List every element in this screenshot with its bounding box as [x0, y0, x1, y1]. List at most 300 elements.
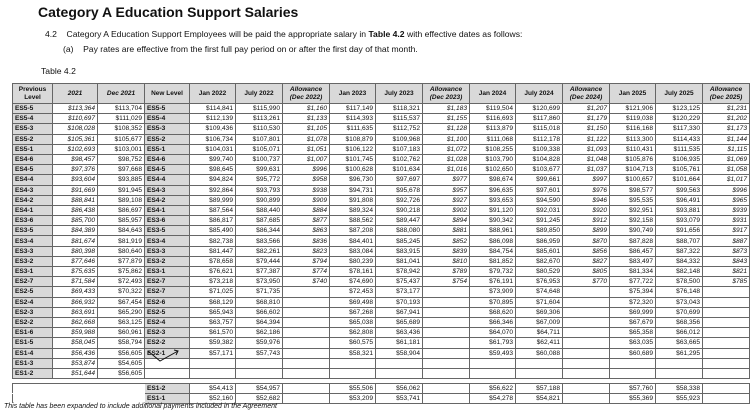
table-cell: $76,621	[190, 267, 236, 277]
table-cell: $57,171	[190, 348, 236, 358]
table-cell: $105,071	[236, 144, 283, 154]
table-cell: $108,352	[98, 124, 145, 134]
table-cell: $93,604	[53, 175, 98, 185]
table-cell: $123,125	[656, 104, 703, 114]
table-cell: $52,160	[190, 394, 236, 404]
table-cell: $86,697	[98, 205, 145, 215]
table-row	[13, 226, 750, 236]
sub-clause-paragraph	[63, 44, 418, 54]
table-cell: $73,177	[376, 287, 423, 297]
table-cell: $83,915	[376, 246, 423, 256]
clause-paragraph	[45, 29, 522, 39]
table-cell: $86,438	[53, 205, 98, 215]
table-cell: $117,149	[330, 104, 376, 114]
table-cell: $91,245	[516, 216, 563, 226]
table-cell: $92,031	[516, 205, 563, 215]
column-header: Allowance (Dec 2024)	[563, 84, 610, 104]
table-cell: $63,125	[98, 317, 145, 327]
table-cell: $66,012	[656, 328, 703, 338]
clause-text-pre: Category A Education Support Employees will be paid the appropriate salary in	[66, 29, 367, 39]
table-cell: $82,261	[236, 246, 283, 256]
table-cell: $56,062	[376, 384, 423, 394]
table-cell: $810	[423, 256, 470, 266]
table-cell: $55,506	[330, 384, 376, 394]
table-cell: $88,440	[236, 205, 283, 215]
table-cell: $1,207	[563, 104, 610, 114]
table-cell: ES5-2	[145, 134, 190, 144]
table-row	[13, 195, 750, 205]
sub-clause-text: Pay rates are effective from the first full pay period on or after the first day of that month.	[83, 44, 418, 54]
table-cell: $75,437	[376, 277, 423, 287]
table-cell: $54,278	[470, 394, 516, 404]
table-cell: ES4-1	[13, 205, 53, 215]
table-cell: $120,229	[656, 114, 703, 124]
table-cell: $87,208	[330, 226, 376, 236]
table-cell	[423, 394, 470, 404]
table-cell: ES2-5	[13, 287, 53, 297]
table-cell: ES2-6	[145, 297, 190, 307]
table-cell: $89,999	[190, 195, 236, 205]
column-header: July 2022	[236, 84, 283, 104]
table-cell: ES5-1	[145, 144, 190, 154]
table-cell: $65,943	[190, 307, 236, 317]
table-cell: $66,346	[470, 317, 516, 327]
table-cell: $102,650	[470, 165, 516, 175]
table-cell: $1,179	[563, 114, 610, 124]
table-cell: $1,028	[423, 154, 470, 164]
column-header: Jan 2025	[610, 84, 656, 104]
table-cell: $88,080	[376, 226, 423, 236]
table-cell: $99,740	[190, 154, 236, 164]
table-cell: $66,932	[53, 297, 98, 307]
table-cell	[563, 394, 610, 404]
table-cell: $71,604	[516, 297, 563, 307]
table-cell: $69,306	[516, 307, 563, 317]
table-cell: $80,529	[516, 267, 563, 277]
table-cell: $1,133	[283, 114, 330, 124]
table-cell: $116,693	[470, 114, 516, 124]
column-header: 2021	[53, 84, 98, 104]
table-cell	[563, 384, 610, 394]
table-cell: $69,999	[610, 307, 656, 317]
table-cell: $79,444	[236, 256, 283, 266]
table-cell: $90,749	[610, 226, 656, 236]
table-row	[13, 358, 750, 368]
table-cell: $109,338	[516, 144, 563, 154]
table-cell: $55,923	[656, 394, 703, 404]
table-cell: $59,988	[53, 328, 98, 338]
table-cell	[236, 358, 283, 368]
table-cell: ES2-4	[145, 317, 190, 327]
table-cell	[283, 394, 330, 404]
table-cell: $1,100	[423, 134, 470, 144]
table-cell: $1,128	[423, 124, 470, 134]
table-cell: $119,504	[470, 104, 516, 114]
table-cell: $86,457	[610, 246, 656, 256]
table-cell: $92,158	[610, 216, 656, 226]
table-cell	[283, 287, 330, 297]
table-cell: $86,817	[190, 216, 236, 226]
table-cell: $101,664	[656, 175, 703, 185]
table-cell: $78,942	[376, 267, 423, 277]
column-header: Dec 2021	[98, 84, 145, 104]
table-cell: $100,628	[330, 165, 376, 175]
table-cell: $106,935	[656, 154, 703, 164]
salary-table	[12, 83, 750, 404]
table-row	[13, 154, 750, 164]
table-cell: $60,689	[610, 348, 656, 358]
table-cell	[423, 358, 470, 368]
table-row	[13, 165, 750, 175]
table-cell: $917	[703, 226, 750, 236]
table-cell: $89,108	[98, 195, 145, 205]
table-cell: $56,622	[470, 384, 516, 394]
table-cell	[423, 317, 470, 327]
table-cell: $63,436	[376, 328, 423, 338]
table-cell	[563, 307, 610, 317]
table-cell: ES2-1	[145, 348, 190, 358]
table-cell: $91,808	[330, 195, 376, 205]
table-cell	[423, 384, 470, 394]
column-header: New Level	[145, 84, 190, 104]
table-cell: $87,828	[610, 236, 656, 246]
table-cell	[283, 358, 330, 368]
table-cell: $79,732	[470, 267, 516, 277]
table-cell: $75,394	[610, 287, 656, 297]
table-cell: $63,035	[610, 338, 656, 348]
table-cell: $113,300	[610, 134, 656, 144]
table-cell: $53,209	[330, 394, 376, 404]
table-cell: $59,976	[236, 338, 283, 348]
table-cell	[563, 287, 610, 297]
column-header: July 2023	[376, 84, 423, 104]
column-header: Previous Level	[13, 84, 53, 104]
table-cell: $88,961	[470, 226, 516, 236]
table-cell: $82,738	[190, 236, 236, 246]
table-cell: $99,563	[656, 185, 703, 195]
table-cell: $61,570	[190, 328, 236, 338]
table-cell: $81,334	[610, 267, 656, 277]
table-cell: $69,433	[53, 287, 98, 297]
table-row	[13, 144, 750, 154]
column-header: Jan 2023	[330, 84, 376, 104]
table-cell: $1,017	[703, 175, 750, 185]
table-row	[13, 114, 750, 124]
table-cell: $93,079	[656, 216, 703, 226]
table-cell	[423, 328, 470, 338]
table-header-row	[13, 84, 750, 104]
table-cell: ES5-4	[13, 114, 53, 124]
table-cell: $92,726	[376, 195, 423, 205]
table-cell: $73,909	[470, 287, 516, 297]
table-cell	[330, 358, 376, 368]
table-cell: $85,601	[516, 246, 563, 256]
table-cell: ES5-3	[13, 124, 53, 134]
table-cell: ES1-6	[13, 328, 53, 338]
table-cell: $61,793	[470, 338, 516, 348]
table-cell: $100,737	[236, 154, 283, 164]
table-cell: $87,322	[656, 246, 703, 256]
table-cell: $1,160	[283, 104, 330, 114]
table-cell: ES1-1	[145, 394, 190, 404]
table-cell: ES3-1	[13, 267, 53, 277]
table-cell: ES3-5	[13, 226, 53, 236]
table-cell	[563, 348, 610, 358]
table-cell	[145, 368, 190, 378]
table-row	[13, 307, 750, 317]
table-cell: $98,674	[470, 175, 516, 185]
table-cell: $1,093	[563, 144, 610, 154]
clause-table-ref: Table 4.2	[368, 29, 405, 39]
table-cell: $72,493	[98, 277, 145, 287]
table-cell: $63,665	[656, 338, 703, 348]
table-cell	[516, 358, 563, 368]
table-cell: ES5-1	[13, 144, 53, 154]
table-cell: $72,453	[330, 287, 376, 297]
table-cell: $77,879	[98, 256, 145, 266]
table-cell: $89,447	[376, 216, 423, 226]
table-row	[13, 297, 750, 307]
column-header: Allowance (Dec 2025)	[703, 84, 750, 104]
table-cell: $104,031	[190, 144, 236, 154]
table-cell: $114,841	[190, 104, 236, 114]
table-cell: $55,369	[610, 394, 656, 404]
table-cell: $101,634	[376, 165, 423, 175]
table-cell: ES1-4	[13, 348, 53, 358]
table-cell: $115,537	[376, 114, 423, 124]
table-cell: $1,072	[423, 144, 470, 154]
table-row	[13, 216, 750, 226]
table-cell: $1,173	[703, 124, 750, 134]
table-cell: $977	[423, 175, 470, 185]
table-cell: $1,069	[703, 154, 750, 164]
table-cell: $821	[703, 267, 750, 277]
table-cell: $110,697	[53, 114, 98, 124]
table-cell: $58,338	[656, 384, 703, 394]
table-cell: ES5-2	[13, 134, 53, 144]
table-cell: ES4-6	[13, 154, 53, 164]
table-body	[13, 104, 750, 404]
table-cell	[423, 348, 470, 358]
table-cell: $102,693	[53, 144, 98, 154]
table-cell: $57,760	[610, 384, 656, 394]
table-cell: $774	[283, 267, 330, 277]
table-row	[13, 205, 750, 215]
table-cell: $70,895	[470, 297, 516, 307]
table-cell: $873	[703, 246, 750, 256]
table-cell: $856	[563, 246, 610, 256]
table-cell	[703, 348, 750, 358]
table-cell: $965	[703, 195, 750, 205]
table-cell: $1,183	[423, 104, 470, 114]
table-cell: $920	[563, 205, 610, 215]
table-cell: ES3-4	[145, 236, 190, 246]
table-cell: $97,376	[53, 165, 98, 175]
table-cell	[563, 328, 610, 338]
table-cell: $84,401	[330, 236, 376, 246]
table-cell	[283, 307, 330, 317]
table-cell: $805	[563, 267, 610, 277]
table-cell: $1,051	[283, 144, 330, 154]
table-cell: $64,070	[470, 328, 516, 338]
table-cell: ES2-4	[13, 297, 53, 307]
table-cell: $902	[423, 205, 470, 215]
table-cell: $754	[423, 277, 470, 287]
table-cell: $996	[703, 185, 750, 195]
table-cell: $740	[283, 277, 330, 287]
table-cell: ES2-3	[145, 328, 190, 338]
table-cell: $54,821	[516, 394, 563, 404]
table-cell: $108,028	[53, 124, 98, 134]
table-cell: $1,202	[703, 114, 750, 124]
table-cell: $98,645	[190, 165, 236, 175]
table-cell: $843	[703, 256, 750, 266]
table-cell: $111,535	[656, 144, 703, 154]
table-cell	[283, 317, 330, 327]
table-cell: $67,009	[516, 317, 563, 327]
table-cell	[563, 358, 610, 368]
table-cell: $1,144	[703, 134, 750, 144]
table-cell: $70,193	[376, 297, 423, 307]
table-cell: $91,945	[98, 185, 145, 195]
table-cell: $64,394	[236, 317, 283, 327]
table-cell: $83,566	[236, 236, 283, 246]
table-cell: $62,668	[53, 317, 98, 327]
table-cell	[236, 368, 283, 378]
table-cell: $105,761	[656, 165, 703, 175]
table-row	[13, 175, 750, 185]
table-cell: $70,322	[98, 287, 145, 297]
table-cell: $75,862	[98, 267, 145, 277]
table-cell: $103,001	[98, 144, 145, 154]
table-cell: $52,682	[236, 394, 283, 404]
table-cell: ES5-3	[145, 124, 190, 134]
table-cell: $107,801	[236, 134, 283, 144]
footnote: This table has been expanded to include additional payments included in the Agreement	[4, 403, 277, 410]
table-cell	[330, 368, 376, 378]
table-cell: $89,324	[330, 205, 376, 215]
table-cell: $1,048	[563, 154, 610, 164]
table-cell: $789	[423, 267, 470, 277]
table-cell: $76,953	[516, 277, 563, 287]
table-cell	[703, 394, 750, 404]
table-cell: ES1-3	[13, 358, 53, 368]
table-cell: $56,605	[98, 348, 145, 358]
table-cell: $61,295	[656, 348, 703, 358]
table-cell: $113,879	[470, 124, 516, 134]
sub-clause-label: (a)	[63, 44, 74, 54]
column-header: Jan 2022	[190, 84, 236, 104]
table-cell: $86,098	[470, 236, 516, 246]
table-cell: $785	[703, 277, 750, 287]
table-cell: $76,148	[656, 287, 703, 297]
table-cell: $98,752	[98, 154, 145, 164]
table-cell	[376, 368, 423, 378]
table-cell	[376, 358, 423, 368]
table-cell: $938	[283, 185, 330, 195]
table-cell: $107,183	[376, 144, 423, 154]
table-cell: $827	[563, 256, 610, 266]
table-cell: $939	[703, 205, 750, 215]
table-cell: $84,754	[470, 246, 516, 256]
table-cell	[423, 287, 470, 297]
table-cell	[703, 297, 750, 307]
table-cell	[610, 368, 656, 378]
table-cell: $111,029	[98, 114, 145, 124]
table-cell: $88,707	[656, 236, 703, 246]
table-cell: ES4-2	[13, 195, 53, 205]
table-cell: $909	[283, 195, 330, 205]
table-cell	[703, 307, 750, 317]
table-cell: $97,697	[376, 175, 423, 185]
table-cell: $68,620	[470, 307, 516, 317]
table-cell: ES2-2	[145, 338, 190, 348]
table-cell: $84,389	[53, 226, 98, 236]
table-cell: $1,150	[563, 124, 610, 134]
table-cell	[283, 328, 330, 338]
table-cell: $111,635	[330, 124, 376, 134]
table-cell: $106,734	[190, 134, 236, 144]
table-cell: $68,810	[236, 297, 283, 307]
table-cell: $114,433	[656, 134, 703, 144]
table-cell: ES3-6	[13, 216, 53, 226]
table-cell: $996	[283, 165, 330, 175]
table-cell: $894	[423, 216, 470, 226]
table-cell	[423, 368, 470, 378]
table-cell: ES3-2	[145, 256, 190, 266]
table-row	[13, 256, 750, 266]
table-cell: $823	[283, 246, 330, 256]
table-cell: ES3-3	[145, 246, 190, 256]
table-row	[13, 246, 750, 256]
table-cell: $109,968	[376, 134, 423, 144]
table-cell: $57,188	[516, 384, 563, 394]
table-cell: $65,689	[376, 317, 423, 327]
table-cell	[703, 328, 750, 338]
clause-text-post: with effective dates as follows:	[406, 29, 523, 39]
table-cell: $99,631	[236, 165, 283, 175]
table-cell	[423, 307, 470, 317]
table-cell	[283, 368, 330, 378]
table-cell: $108,255	[470, 144, 516, 154]
table-cell: $62,411	[516, 338, 563, 348]
table-cell: $82,148	[656, 267, 703, 277]
table-row	[13, 236, 750, 246]
table-cell: $117,860	[516, 114, 563, 124]
table-cell: $111,068	[470, 134, 516, 144]
table-cell: $58,794	[98, 338, 145, 348]
table-cell: ES4-4	[145, 175, 190, 185]
table-cell: $113,364	[53, 104, 98, 114]
table-cell: ES2-5	[145, 307, 190, 317]
table-cell: $51,644	[53, 368, 98, 378]
table-cell: $73,950	[236, 277, 283, 287]
table-cell: $85,245	[376, 236, 423, 246]
table-row	[13, 287, 750, 297]
table-cell: $77,387	[236, 267, 283, 277]
table-cell: $91,120	[470, 205, 516, 215]
table-cell: $106,122	[330, 144, 376, 154]
table-cell	[53, 384, 98, 394]
table-cell: $94,824	[190, 175, 236, 185]
table-cell: $98,457	[53, 154, 98, 164]
table-cell: $71,735	[236, 287, 283, 297]
table-cell: ES2-7	[13, 277, 53, 287]
table-cell	[423, 297, 470, 307]
table-cell: $68,356	[656, 317, 703, 327]
table-cell: $81,041	[376, 256, 423, 266]
table-cell: $1,115	[703, 144, 750, 154]
